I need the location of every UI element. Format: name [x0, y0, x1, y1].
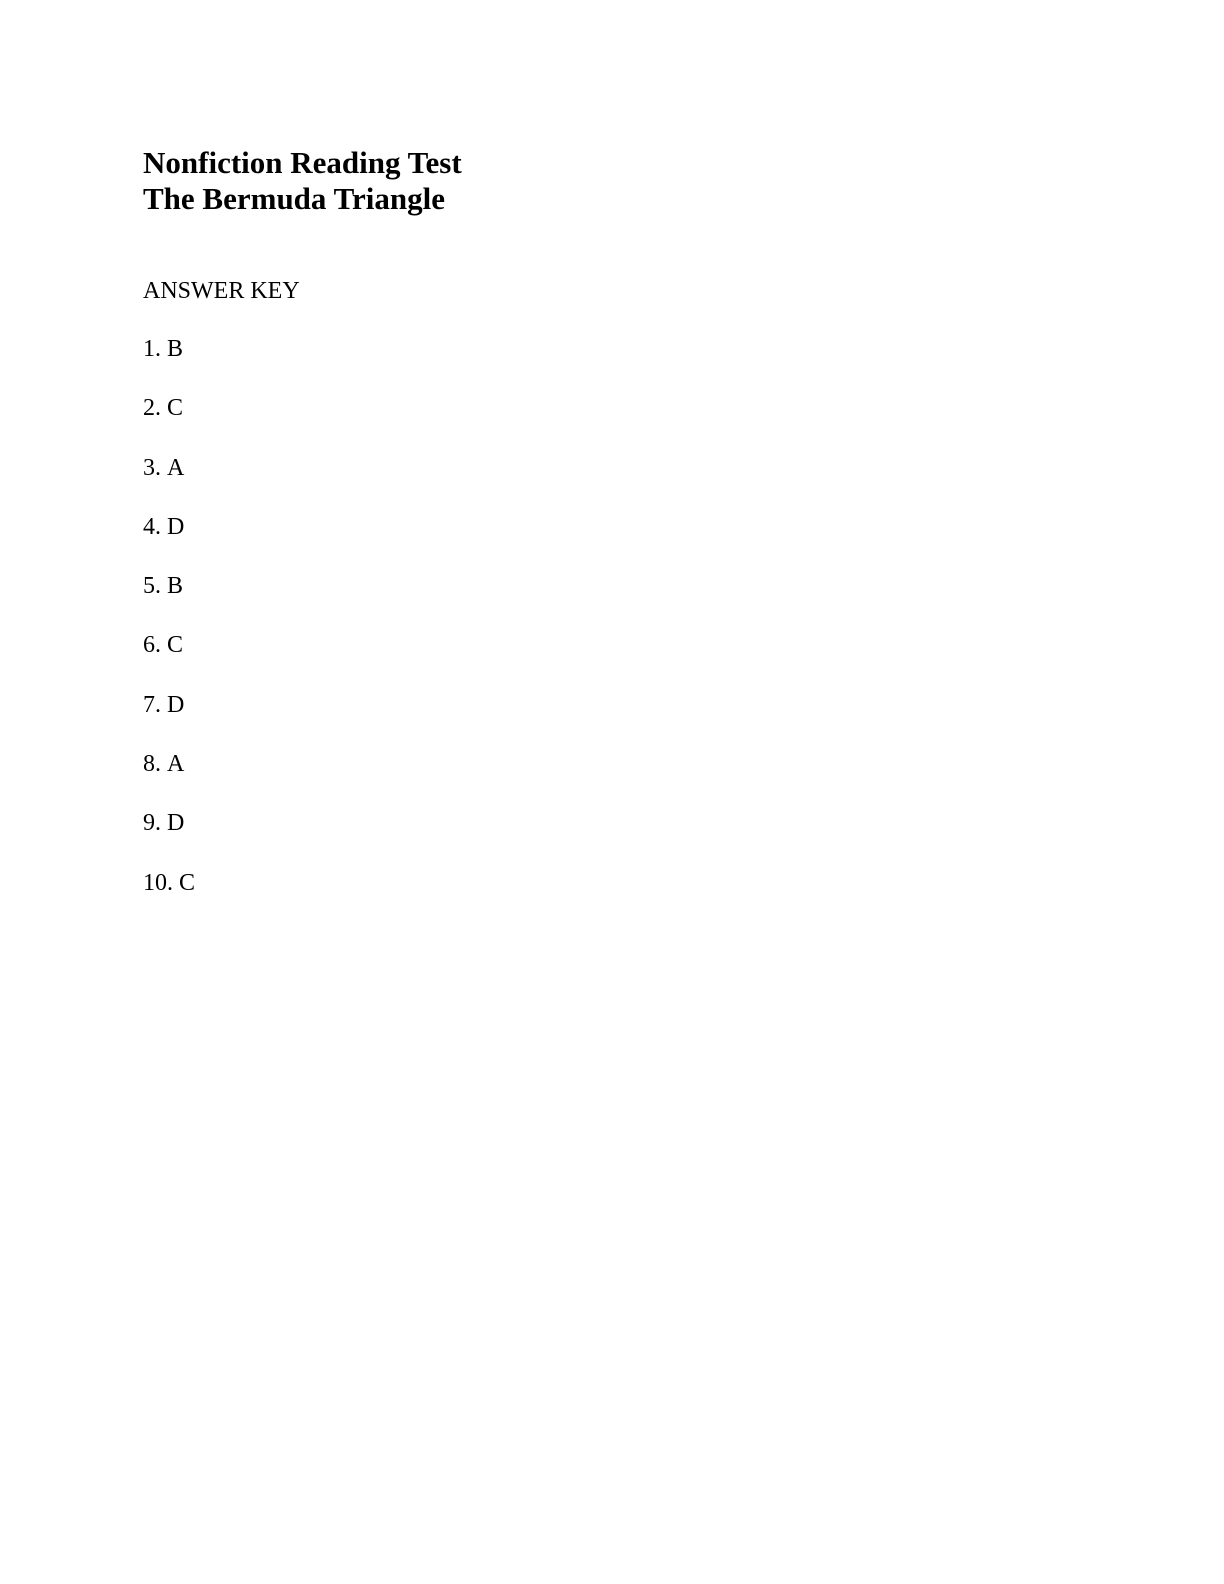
- answer-number: 5.: [143, 573, 161, 600]
- answer-number: 3.: [143, 454, 161, 481]
- answer-number: 8.: [143, 751, 161, 778]
- title-line-2: The Bermuda Triangle: [143, 181, 445, 216]
- answer-item: [143, 690, 195, 749]
- answer-item: [143, 334, 195, 393]
- answer-number: 7.: [143, 691, 161, 718]
- answer-item: [143, 808, 195, 867]
- answer-key-heading: ANSWER KEY: [143, 278, 300, 304]
- answer-number: 4.: [143, 513, 161, 540]
- answer-number: 10.: [143, 869, 173, 896]
- answer-number: 2.: [143, 395, 161, 422]
- answer-choice: D: [167, 513, 185, 540]
- answer-choice: A: [167, 751, 185, 778]
- answer-number: 9.: [143, 810, 161, 837]
- answer-item: [143, 453, 195, 512]
- answer-number: 6.: [143, 632, 161, 659]
- answer-choice: A: [167, 454, 185, 481]
- answer-choice: C: [179, 869, 196, 896]
- answer-item: [143, 571, 195, 630]
- answer-choice: C: [167, 395, 184, 422]
- answer-choice: D: [167, 810, 185, 837]
- title-line-1: Nonfiction Reading Test: [143, 145, 462, 180]
- answer-choice: C: [167, 632, 184, 659]
- document-title: [143, 145, 462, 217]
- answer-item: [143, 630, 195, 689]
- answer-number: 1.: [143, 336, 161, 362]
- answer-choice: B: [167, 573, 184, 600]
- answer-item: [143, 868, 195, 927]
- answer-choice: B: [167, 336, 184, 362]
- answer-list: [143, 334, 195, 927]
- answer-choice: D: [167, 691, 185, 718]
- answer-item: [143, 749, 195, 808]
- answer-item: [143, 393, 195, 452]
- answer-item: [143, 512, 195, 571]
